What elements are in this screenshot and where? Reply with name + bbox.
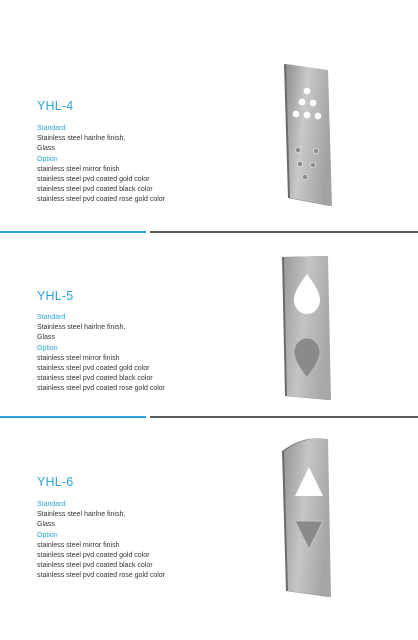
button-dot <box>299 99 306 106</box>
option-label: Option <box>37 531 58 539</box>
spec-list <box>37 313 247 395</box>
button-dot <box>293 111 300 118</box>
standard-item: Stainless steel hairlne finish, <box>37 511 126 519</box>
screw-dot <box>310 162 315 167</box>
option-label: Option <box>37 344 58 352</box>
standard-label: Standard <box>37 314 66 321</box>
option-item: stainless steel mirror finish <box>37 541 120 549</box>
standard-item: Glass <box>37 521 55 529</box>
model-title: YHL-6 <box>37 475 74 489</box>
standard-label: Standard <box>37 501 66 508</box>
option-item: stainless steel mirror finish <box>37 165 120 173</box>
standard-item: Glass <box>37 145 55 153</box>
option-item: stainless steel pvd coated rose gold color <box>37 196 166 204</box>
product-section-yhl-6 <box>0 420 418 640</box>
standard-item: Glass <box>37 334 55 342</box>
option-item: stainless steel pvd coated gold color <box>37 552 150 560</box>
yhl-6-panel-image <box>278 433 340 603</box>
screw-dot <box>302 174 307 179</box>
option-item: stainless steel pvd coated gold color <box>37 176 150 184</box>
section-divider-accent <box>0 231 146 233</box>
button-dot <box>304 88 311 95</box>
option-item: stainless steel pvd coated black color <box>37 562 153 570</box>
button-dot <box>304 112 311 119</box>
button-dot <box>310 100 317 107</box>
model-title: YHL-5 <box>37 289 74 303</box>
product-section-yhl-5 <box>0 240 418 420</box>
standard-item: Stainless steel hairlne finish, <box>37 135 126 143</box>
yhl-4-panel-image <box>276 60 336 210</box>
screw-dot <box>295 147 300 152</box>
option-label: Option <box>37 155 58 163</box>
option-item: stainless steel pvd coated rose gold color <box>37 385 166 393</box>
section-divider <box>150 416 418 418</box>
option-item: stainless steel mirror finish <box>37 354 120 362</box>
yhl-5-panel-image <box>276 254 338 404</box>
model-title: YHL-4 <box>37 99 74 113</box>
spec-list <box>37 124 247 206</box>
screw-dot <box>297 161 302 166</box>
option-item: stainless steel pvd coated gold color <box>37 365 150 373</box>
option-item: stainless steel pvd coated black color <box>37 186 153 194</box>
button-dot <box>315 113 322 120</box>
screw-dot <box>313 148 318 153</box>
option-item: stainless steel pvd coated rose gold color <box>37 572 166 580</box>
product-section-yhl-4 <box>0 0 418 240</box>
section-divider-accent <box>0 416 146 418</box>
standard-item: Stainless steel hairlne finish, <box>37 324 126 332</box>
spec-list <box>37 500 247 582</box>
standard-label: Standard <box>37 125 66 132</box>
option-item: stainless steel pvd coated black color <box>37 375 153 383</box>
section-divider <box>150 231 418 233</box>
